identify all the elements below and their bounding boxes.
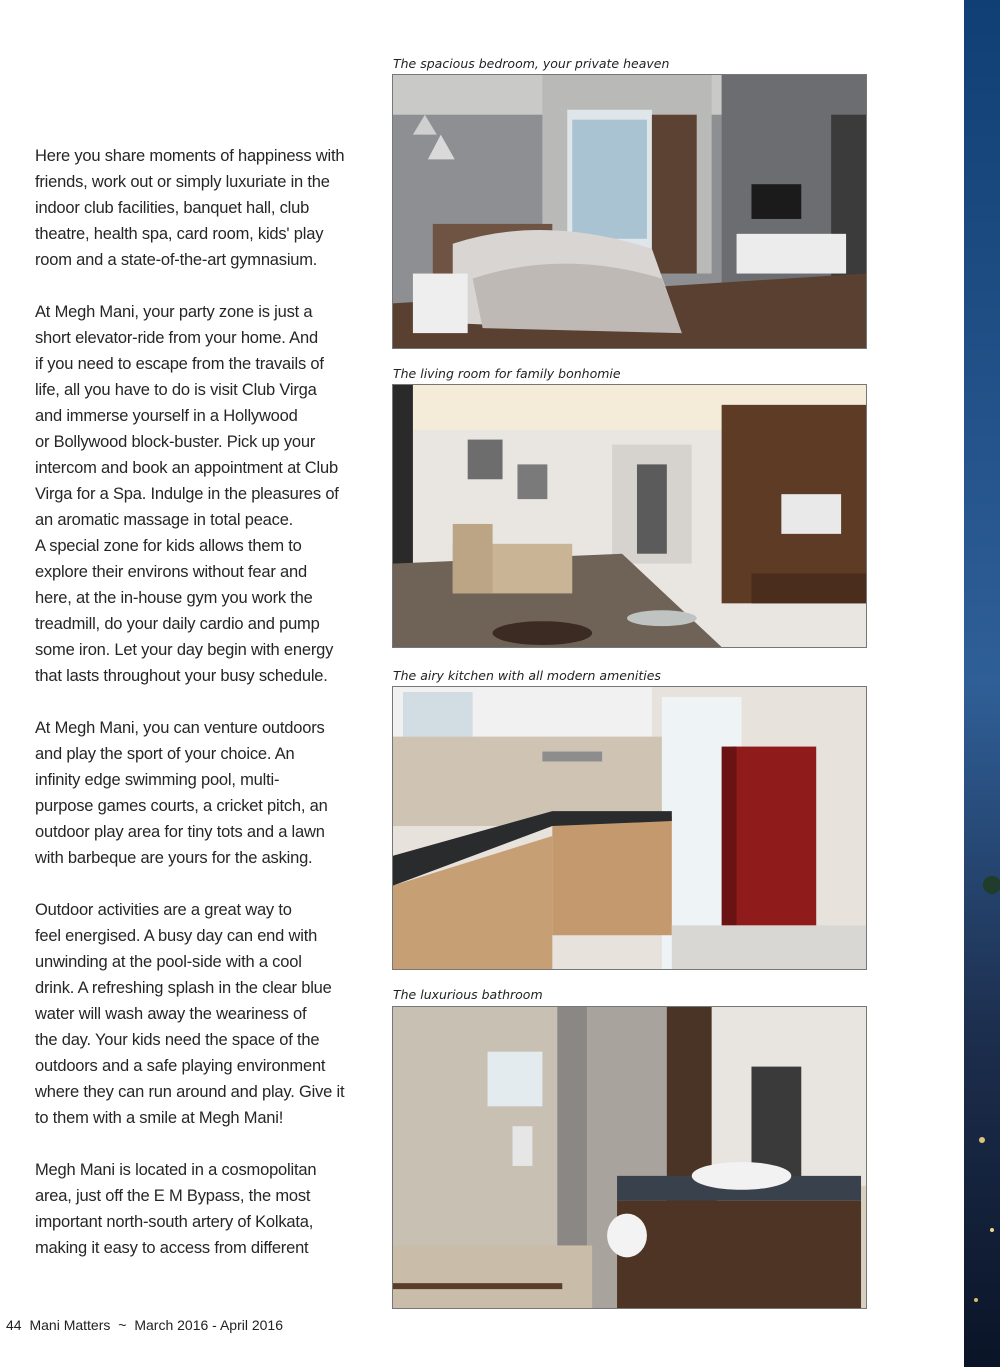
paragraph-5: Megh Mani is located in a cosmopolitan area, just off the E M Bypass, the most important north-south artery of Kolkata, making it easy to access from different: [35, 1161, 317, 1257]
kitchen-caption: The airy kitchen with all modern amenities: [393, 668, 661, 683]
magazine-name: Mani Matters: [29, 1317, 111, 1333]
paragraph-4: Outdoor activities are a great way to feel energised. A busy day can end with unwinding at the pool-side with a cool drink. A refreshing splash in the clear blue water will wash away the weariness of the day. Your kids need the space of the outdoors and a safe playing environment where they can run around and play. Give it to them with a smile at Megh Mani!: [35, 901, 345, 1127]
issue-date: March 2016 - April 2016: [134, 1317, 283, 1333]
kitchen-photo: [392, 686, 867, 970]
living-room-caption: The living room for family bonhomie: [393, 366, 621, 381]
paragraph-3: At Megh Mani, you can venture outdoors and play the sport of your choice. An infinity edge swimming pool, multi- purpose games courts, a cricket pitch, an outdoor play area for tiny tots and a lawn with barbeque are yours for the asking.: [35, 719, 328, 867]
bedroom-photo: [392, 74, 867, 349]
footer-separator: ~: [118, 1317, 127, 1333]
page-number: 44: [6, 1317, 22, 1333]
paragraph-2: At Megh Mani, your party zone is just a short elevator-ride from your home. And if you need to escape from the travails of life, all you have to do is visit Club Virga and immerse yourself in a Hollywood or Bollywood block-buster. Pick up your intercom and book an appointment at Club Virga for a Spa. Indulge in the pleasures of an aromatic massage in total peace. A special zone for kids allows them to explore their environs without fear and here, at the in-house gym you work the treadmill, do your daily cardio and pump some iron. Let your day begin with energy that lasts throughout your busy schedule.: [35, 303, 339, 685]
article-body: [35, 143, 365, 1287]
bathroom-photo: [392, 1006, 867, 1309]
bedroom-caption: The spacious bedroom, your private heaven: [393, 56, 670, 71]
right-edge-decoration: [964, 0, 1000, 1367]
paragraph-1: Here you share moments of happiness with friends, work out or simply luxuriate in the indoor club facilities, banquet hall, club theatre, health spa, card room, kids' play room and a state-of-the-art gymnasium.: [35, 147, 345, 269]
bathroom-caption: The luxurious bathroom: [393, 987, 543, 1002]
page-footer: [6, 1317, 287, 1333]
living-room-photo: [392, 384, 867, 648]
